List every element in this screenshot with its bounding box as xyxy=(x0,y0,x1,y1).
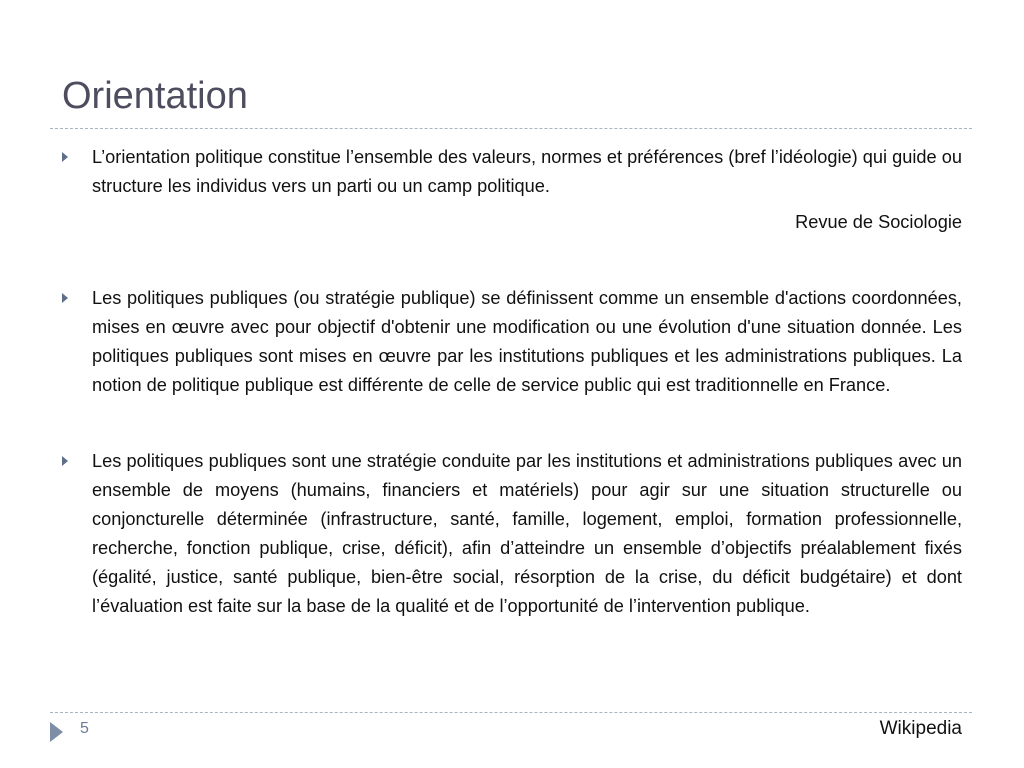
bullet-text-2: Les politiques publiques (ou stratégie publique) se définissent comme un ensemble d'actions coordonnées, mises en œuvre avec pour objectif d'obtenir une modification ou une évolution d'une situation donnée. Les politiques publiques sont mises en œuvre par les institutions publiques et les administrations publiques. La notion de politique publique est différente de celle de service public qui est traditionnelle en France. xyxy=(92,288,962,395)
footer-divider xyxy=(50,712,972,713)
triangle-right-icon xyxy=(62,293,68,303)
bullet-text-1: L’orientation politique constitue l’ensemble des valeurs, normes et préférences (bref l’idéologie) qui guide ou structure les individus vers un parti ou un camp politique. xyxy=(92,147,962,196)
triangle-right-icon xyxy=(62,456,68,466)
bullet-item-3 xyxy=(62,447,962,621)
page-number: 5 xyxy=(80,720,89,737)
title-divider xyxy=(50,128,972,129)
footer-source: Wikipedia xyxy=(879,718,962,739)
bullet-source-1: Revue de Sociologie xyxy=(795,212,962,232)
triangle-right-icon xyxy=(62,152,68,162)
bullet-item-2 xyxy=(62,284,962,400)
footer-triangle-icon xyxy=(50,722,63,742)
slide-content xyxy=(62,143,962,621)
bullet-text-3: Les politiques publiques sont une stratégie conduite par les institutions et administrations publiques avec un ensemble de moyens (humains, financiers et matériels) pour agir sur une situation structurelle ou conjoncturelle déterminée (infrastructure, santé, famille, logement, emploi, formation professionnelle, recherche, fonction publique, crise, déficit), afin d’atteindre un ensemble d’objectifs préalablement fixés (égalité, justice, santé publique, bien-être social, résorption de la crise, du déficit budgétaire) et dont l’évaluation est faite sur la base de la qualité et de l’opportunité de l’intervention publique. xyxy=(92,451,962,616)
slide-title: Orientation xyxy=(62,75,248,117)
bullet-item-1 xyxy=(62,143,962,201)
